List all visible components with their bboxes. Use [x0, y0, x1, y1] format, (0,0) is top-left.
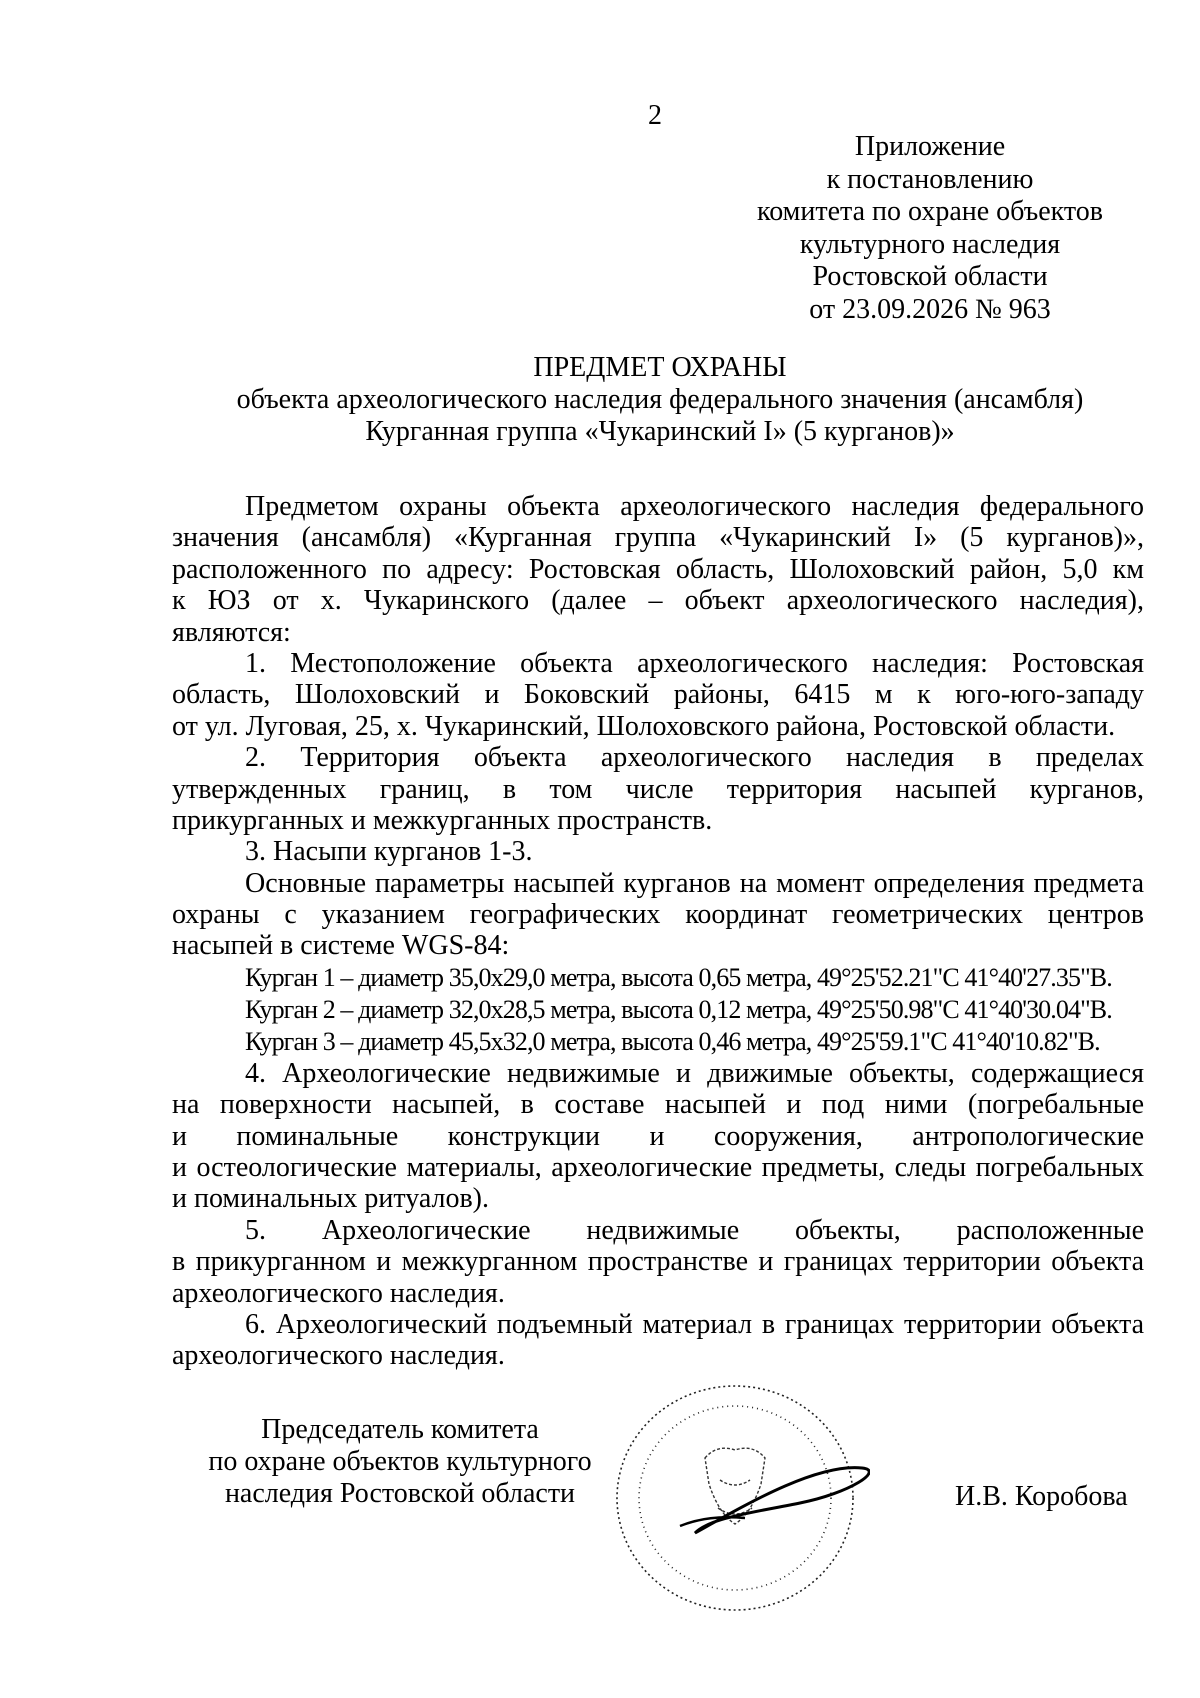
text-line: 2. Территория объекта археологического наследия в пределах	[245, 742, 1144, 774]
appendix-line: к постановлению	[826, 163, 1034, 195]
text-line: расположенного по адресу: Ростовская область, Шолоховский район, 5,0 км	[172, 553, 1144, 585]
signatory-line: наследия Ростовской области	[224, 1478, 576, 1509]
signatory-line: Председатель комитета	[261, 1414, 539, 1445]
title-line-3: Курганная группа «Чукаринский I» (5 курганов)»	[365, 416, 955, 447]
official-seal-with-signature	[600, 1368, 870, 1618]
text-line: Основные параметры насыпей курганов на момент определения предмета	[245, 867, 1144, 899]
title-line-2: объекта археологического наследия федерального значения (ансамбля)	[236, 384, 1084, 415]
page-number: 2	[648, 100, 662, 131]
text-line: насыпей в системе WGS-84:	[172, 930, 510, 962]
text-line: на поверхности насыпей, в составе насыпей и под ними (погребальные	[172, 1089, 1144, 1121]
text-line: область, Шолоховский и Боковский районы, 6415 м к юго-юго-западу	[172, 679, 1144, 711]
text-line: 4. Археологические недвижимые и движимые объекты, содержащиеся	[245, 1057, 1144, 1089]
appendix-header	[730, 131, 1130, 326]
kurgan-line: Курган 1 – диаметр 35,0x29,0 метра, высота 0,65 метра, 49°25'52.21"С 41°40'27.35"В.	[245, 962, 1112, 992]
document-title	[190, 352, 1130, 448]
text-line: и остеологические материалы, археологические предметы, следы погребальных	[172, 1152, 1144, 1184]
text-line: 1. Местоположение объекта археологического наследия: Ростовская	[245, 647, 1144, 679]
text-line: археологического наследия.	[172, 1340, 505, 1372]
text-line: археологического наследия.	[172, 1277, 505, 1309]
text-line: и поминальные конструкции и сооружения, антропологические	[172, 1120, 1144, 1152]
kurgan-line: Курган 2 – диаметр 32,0x28,5 метра, высота 0,12 метра, 49°25'50.98"С 41°40'30.04"В.	[245, 994, 1112, 1024]
text-line: от ул. Луговая, 25, х. Чукаринский, Шолоховского района, Ростовской области.	[172, 710, 1116, 742]
text-line: утвержденных границ, в том числе территория насыпей курганов,	[172, 773, 1144, 805]
title-line-1: ПРЕДМЕТ ОХРАНЫ	[533, 352, 787, 383]
appendix-line: комитета по охране объектов	[757, 196, 1103, 227]
kurgan-line: Курган 3 – диаметр 45,5x32,0 метра, высота 0,46 метра, 49°25'59.1"С 41°40'10.82"В.	[245, 1026, 1100, 1056]
text-line: являются:	[172, 616, 291, 648]
appendix-line: Приложение	[854, 131, 1006, 162]
text-line: в прикурганном и межкурганном пространстве и границах территории объекта	[172, 1246, 1144, 1278]
appendix-line: культурного наследия	[799, 228, 1061, 260]
text-line: и поминальных ритуалов).	[172, 1183, 490, 1215]
text-line: 5. Археологические недвижимые объекты, расположенные	[245, 1214, 1144, 1246]
text-line: 3. Насыпи курганов 1-3.	[245, 836, 533, 868]
appendix-line: от 23.09.2026 № 963	[809, 293, 1051, 325]
signatory-line: по охране объектов культурного	[208, 1446, 592, 1477]
appendix-line: Ростовской области	[812, 261, 1048, 292]
text-line: к ЮЗ от х. Чукаринского (далее – объект археологического наследия),	[172, 585, 1144, 617]
text-line: прикурганных и межкурганных пространств.	[172, 804, 713, 836]
text-line: охраны с указанием географических координат геометрических центров	[172, 899, 1144, 931]
text-line: 6. Археологический подъемный материал в границах территории объекта	[245, 1308, 1144, 1340]
text-line: значения (ансамбля) «Курганная группа «Чукаринский I» (5 курганов)»,	[172, 522, 1144, 554]
text-line: Предметом охраны объекта археологического наследия федерального	[245, 491, 1144, 522]
signatory-name: И.В. Коробова	[955, 1481, 1128, 1512]
signatory-position	[190, 1414, 610, 1510]
document-body	[172, 491, 1144, 1372]
